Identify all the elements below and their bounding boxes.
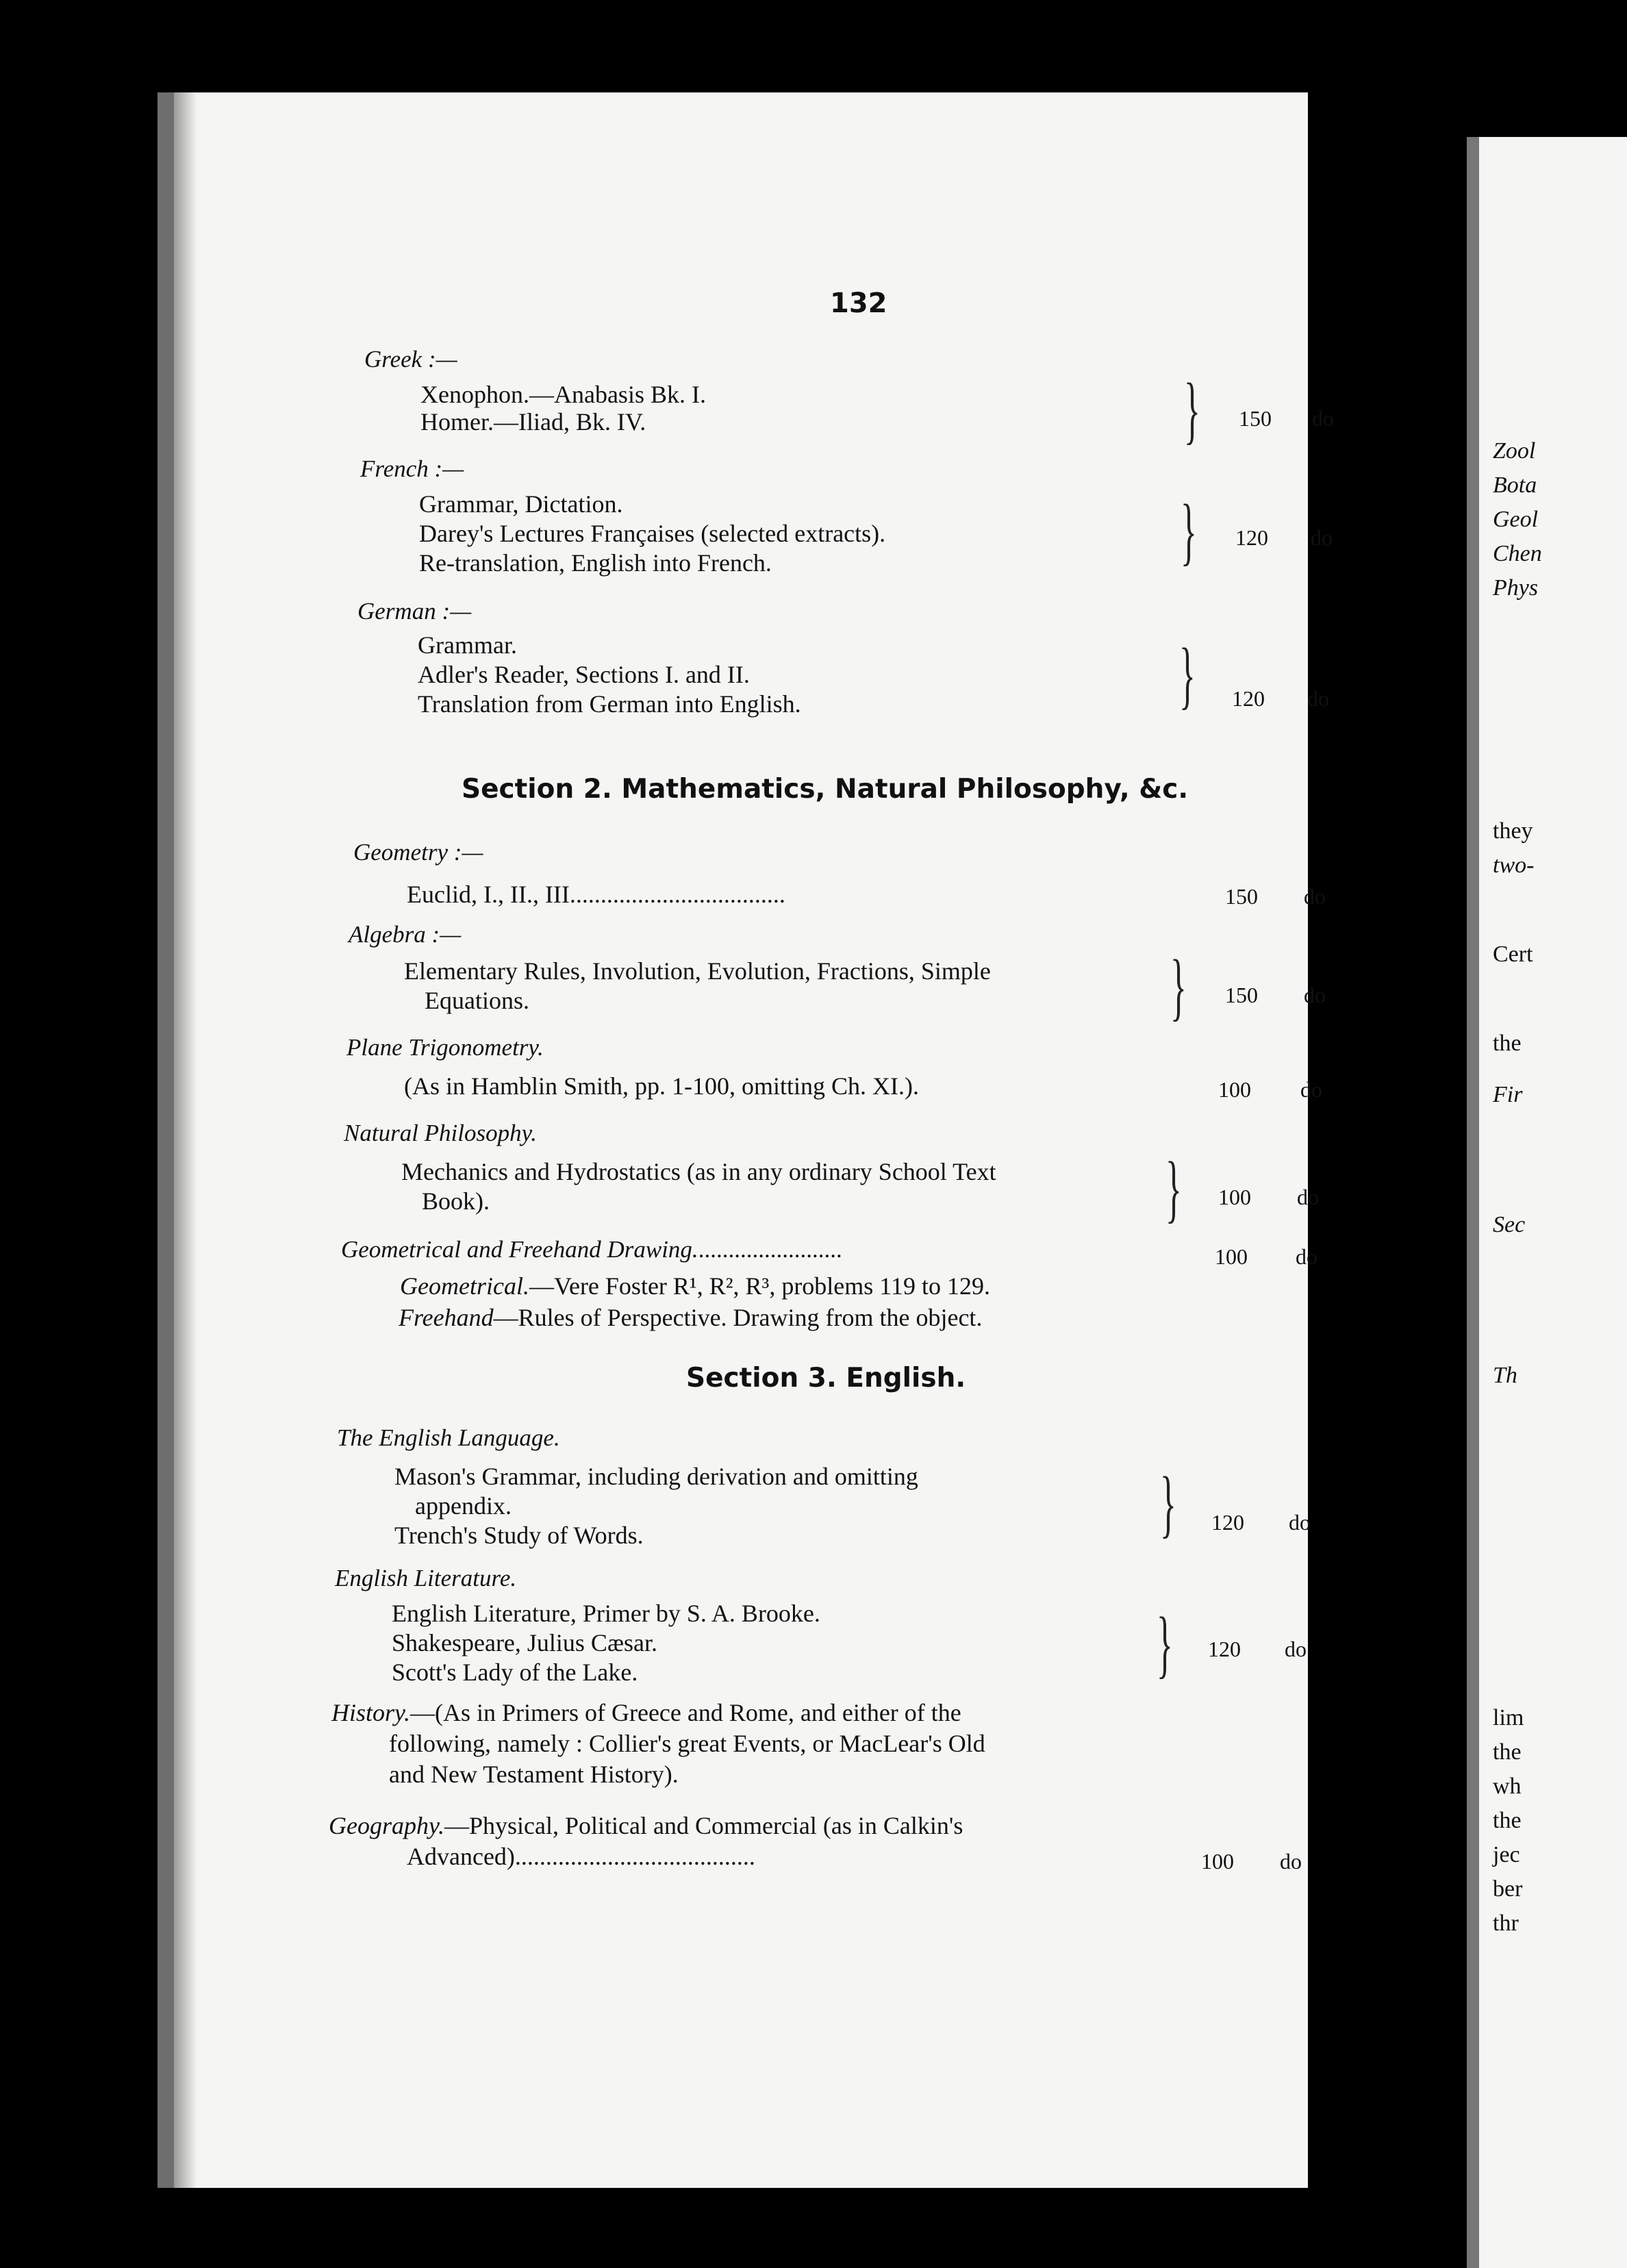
drawing-marks: 100 (1215, 1244, 1248, 1269)
right-line: jec (1493, 1842, 1520, 1867)
right-line: the (1493, 1808, 1522, 1833)
history-line-2: following, namely : Collier's great Events, or MacLear's Old (389, 1730, 985, 1757)
right-line: Geol (1493, 507, 1539, 532)
english-literature-brace: } (1157, 1602, 1173, 1685)
geometry-heading: Geometry :— (353, 839, 483, 866)
right-line: wh (1493, 1774, 1522, 1799)
geometry-marks: 150 (1225, 884, 1258, 909)
drawing-heading: Geometrical and Freehand Drawing......................... (341, 1236, 842, 1263)
german-unit: do (1307, 686, 1329, 711)
english-language-heading: The English Language. (337, 1424, 560, 1451)
english-literature-item-2: Shakespeare, Julius Cæsar. (392, 1629, 657, 1656)
geometry-item: Euclid, I., II., III................................... (407, 881, 785, 908)
geography-marks: 100 (1201, 1849, 1234, 1874)
section-3-title: Section 3. English. (686, 1363, 966, 1394)
french-unit: do (1311, 525, 1333, 550)
algebra-item-1: Elementary Rules, Involution, Evolution, Fractions, Simple (404, 957, 991, 985)
right-line: lim (1493, 1705, 1524, 1730)
english-language-item-3: Trench's Study of Words. (394, 1522, 644, 1549)
section-2-title: Section 2. Mathematics, Natural Philosophy, &c. (462, 774, 1189, 805)
natphil-heading: Natural Philosophy. (344, 1120, 537, 1146)
english-language-item-1: Mason's Grammar, including derivation and omitting (394, 1463, 918, 1490)
trig-heading: Plane Trigonometry. (346, 1034, 544, 1061)
right-line: Cert (1493, 942, 1533, 967)
right-line: Fir (1493, 1082, 1523, 1107)
english-language-marks: 120 (1211, 1510, 1244, 1535)
right-line: ber (1493, 1876, 1523, 1902)
german-brace: } (1179, 633, 1196, 716)
natphil-unit: do (1297, 1185, 1319, 1209)
book-page-left (157, 92, 1334, 2188)
natphil-item-1: Mechanics and Hydrostatics (as in any ordinary School Text (401, 1158, 996, 1185)
english-language-unit: do (1289, 1510, 1311, 1535)
algebra-unit: do (1304, 983, 1326, 1007)
english-language-item-2: appendix. (415, 1492, 512, 1520)
greek-heading: Greek :— (364, 346, 457, 373)
natphil-brace: } (1165, 1146, 1182, 1230)
greek-item-2: Homer.—Iliad, Bk. IV. (420, 408, 646, 436)
algebra-marks: 150 (1225, 983, 1258, 1007)
greek-marks: 150 (1239, 406, 1272, 431)
page-spine-shadow (174, 92, 197, 2188)
right-line: thr (1493, 1911, 1519, 1936)
english-literature-heading: English Literature. (335, 1565, 517, 1591)
right-line: Chen (1493, 541, 1542, 566)
greek-unit: do (1312, 406, 1334, 431)
book-page-right-fragment (1467, 137, 1627, 2268)
drawing-freehand: Freehand—Rules of Perspective. Drawing from the object. (399, 1304, 983, 1331)
french-marks: 120 (1235, 525, 1268, 550)
german-item-2: Adler's Reader, Sections I. and II. (418, 661, 750, 688)
french-item-1: Grammar, Dictation. (419, 490, 623, 518)
german-item-3: Translation from German into English. (418, 690, 801, 718)
right-line: they (1493, 818, 1533, 844)
right-line: Bota (1493, 473, 1537, 498)
right-line: the (1493, 1031, 1522, 1056)
page-number: 132 (830, 288, 887, 319)
geography-unit: do (1280, 1849, 1302, 1874)
drawing-geometrical: Geometrical.—Vere Foster R¹, R², R³, problems 119 to 129. (400, 1272, 990, 1300)
natphil-marks: 100 (1218, 1185, 1251, 1209)
right-line: Zool (1493, 438, 1536, 464)
german-heading: German :— (357, 598, 472, 625)
algebra-brace: } (1170, 944, 1187, 1028)
english-literature-item-3: Scott's Lady of the Lake. (392, 1659, 638, 1686)
german-marks: 120 (1232, 686, 1265, 711)
geography-line-1: Geography.—Physical, Political and Commercial (as in Calkin's (329, 1812, 963, 1839)
english-literature-unit: do (1285, 1637, 1307, 1661)
english-literature-item-1: English Literature, Primer by S. A. Brooke. (392, 1600, 820, 1627)
trig-unit: do (1300, 1077, 1322, 1102)
english-language-brace: } (1160, 1461, 1176, 1545)
geography-line-2: Advanced)....................................... (407, 1843, 755, 1870)
french-item-2: Darey's Lectures Françaises (selected extracts). (419, 520, 886, 547)
history-line-3: and New Testament History). (389, 1761, 679, 1788)
right-line: the (1493, 1739, 1522, 1765)
right-line: Phys (1493, 575, 1539, 601)
greek-brace: } (1184, 368, 1200, 451)
german-item-1: Grammar. (418, 631, 517, 659)
algebra-item-2: Equations. (425, 987, 529, 1014)
english-literature-marks: 120 (1208, 1637, 1241, 1661)
natphil-item-2: Book). (422, 1187, 490, 1215)
geometry-unit: do (1304, 884, 1326, 909)
trig-marks: 100 (1218, 1077, 1251, 1102)
right-line: two- (1493, 853, 1535, 878)
trig-item: (As in Hamblin Smith, pp. 1-100, omitting Ch. XI.). (404, 1072, 919, 1100)
right-line: Th (1493, 1363, 1517, 1388)
french-item-3: Re-translation, English into French. (419, 549, 772, 577)
french-heading: French :— (360, 455, 464, 482)
history-line-1: History.—(As in Primers of Greece and Rome, and either of the (331, 1699, 961, 1726)
right-line: Sec (1493, 1212, 1526, 1237)
drawing-unit: do (1296, 1244, 1317, 1269)
algebra-heading: Algebra :— (349, 921, 462, 948)
french-brace: } (1181, 489, 1197, 572)
greek-item-1: Xenophon.—Anabasis Bk. I. (420, 381, 706, 408)
